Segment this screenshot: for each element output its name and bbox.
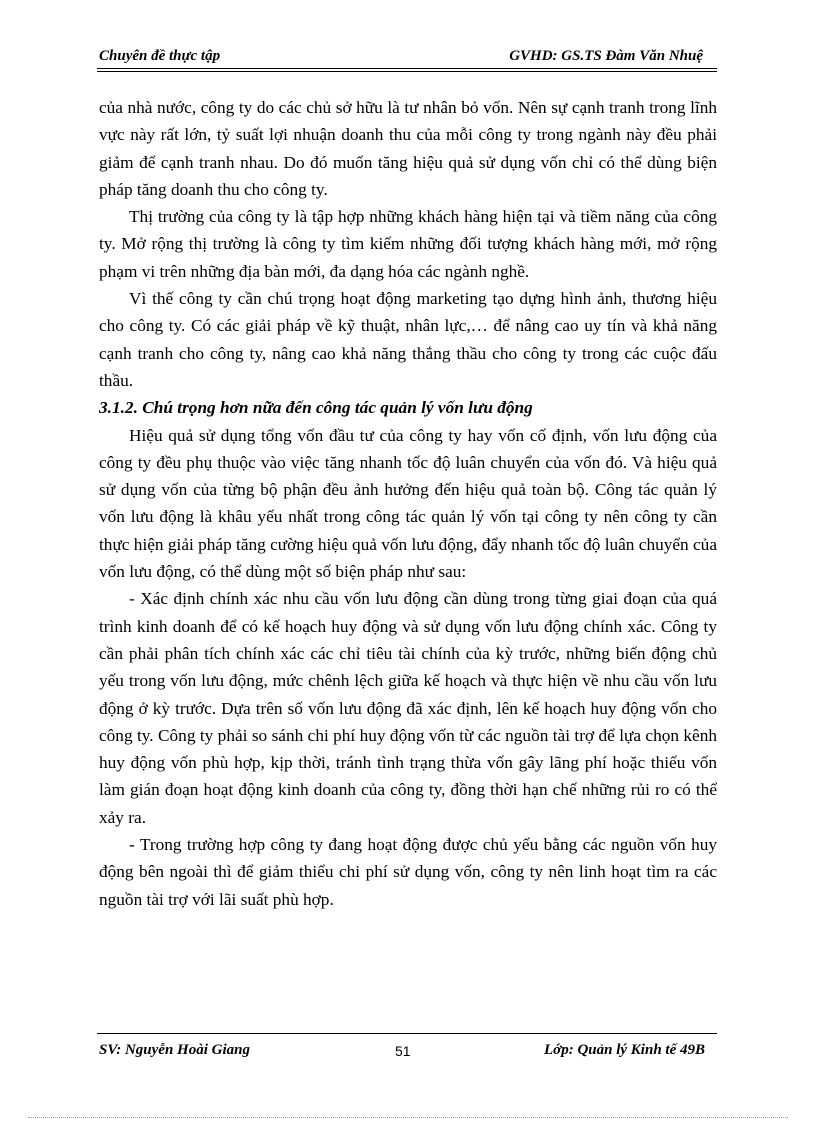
paragraph: - Trong trường hợp công ty đang hoạt động được chủ yếu bằng các nguồn vốn huy động bên ngoài thì để giảm thiểu chi phí sử dụng vốn, công ty nên linh hoạt tìm ra các nguồn tài trợ với lãi suất phù hợp. xyxy=(99,835,717,909)
paragraph: Thị trường của công ty là tập hợp những khách hàng hiện tại và tiềm năng của công ty. Mở rộng thị trường là công ty tìm kiếm những đối tượng khách hàng mới, mở rộng phạm vi trên những địa bàn mới, đa dạng hóa các ngành nghề. xyxy=(99,207,717,281)
header-rule-top xyxy=(97,68,717,69)
page-header xyxy=(97,44,717,66)
header-report-title: Chuyên đề thực tập xyxy=(99,48,221,64)
header-rule-bottom xyxy=(97,71,717,72)
page-edge-divider xyxy=(28,1117,788,1118)
paragraph: Vì thế công ty cần chú trọng hoạt động marketing tạo dựng hình ảnh, thương hiệu cho công ty. Có các giải pháp về kỹ thuật, nhân lực,… để nâng cao uy tín và khả năng cạnh tranh cho công ty, nâng cao khả năng thắng thầu cho công ty trong các cuộc đấu thầu. xyxy=(99,289,717,390)
page-number: 51 xyxy=(395,1043,411,1059)
section-heading: 3.1.2. Chú trọng hơn nữa đến công tác quản lý vốn lưu động xyxy=(99,398,533,418)
body-text xyxy=(99,94,717,913)
footer-class: Lớp: Quản lý Kinh tế 49B xyxy=(544,1042,705,1058)
page-footer xyxy=(97,1038,717,1062)
paragraph: - Xác định chính xác nhu cầu vốn lưu động cần dùng trong từng giai đoạn của quá trình kinh doanh để có kế hoạch huy động và sử dụng vốn lưu động chính xác. Công ty cần phải phân tích chính xác các chỉ tiêu tài chính của kỳ trước, những biến động chủ yếu trong vốn lưu động, mức chênh lệch giữa kế hoạch và thực hiện về nhu cầu vốn lưu động ở kỳ trước. Dựa trên số vốn lưu động đã xác định, lên kế hoạch huy động vốn cho công ty. Công ty phải so sánh chi phí huy động vốn từ các nguồn tài trợ để lựa chọn kênh huy động vốn phù hợp, kịp thời, tránh tình trạng thừa vốn gây lãng phí hoặc thiếu vốn làm gián đoạn hoạt động kinh doanh của công ty, đồng thời hạn chế những rủi ro có thể xảy ra. xyxy=(99,589,717,827)
header-supervisor: GVHD: GS.TS Đàm Văn Nhuệ xyxy=(509,48,703,64)
footer-student: SV: Nguyễn Hoài Giang xyxy=(99,1042,250,1058)
paragraph: Hiệu quả sử dụng tổng vốn đầu tư của công ty hay vốn cố định, vốn lưu động của công ty đều phụ thuộc vào việc tăng nhanh tốc độ luân chuyển của vốn đó. Và hiệu quả sử dụng vốn của từng bộ phận đều ảnh hưởng đến hiệu quả toàn bộ. Công tác quản lý vốn lưu động là khâu yếu nhất trong công tác quản lý vốn tại công ty nên công ty cần thực hiện giải pháp tăng cường hiệu quả vốn lưu động, đẩy nhanh tốc độ luân chuyển của vốn lưu động, có thể dùng một số biện pháp như sau: xyxy=(99,425,717,582)
footer-rule xyxy=(97,1033,717,1034)
paragraph: của nhà nước, công ty do các chủ sở hữu là tư nhân bỏ vốn. Nên sự cạnh tranh trong lĩnh vực này rất lớn, tỷ suất lợi nhuận doanh thu của mỗi công ty trong ngành này đều phải giảm để cạnh tranh nhau. Do đó muốn tăng hiệu quả sử dụng vốn chỉ có thể dùng biện pháp tăng doanh thu cho công ty. xyxy=(99,98,717,199)
